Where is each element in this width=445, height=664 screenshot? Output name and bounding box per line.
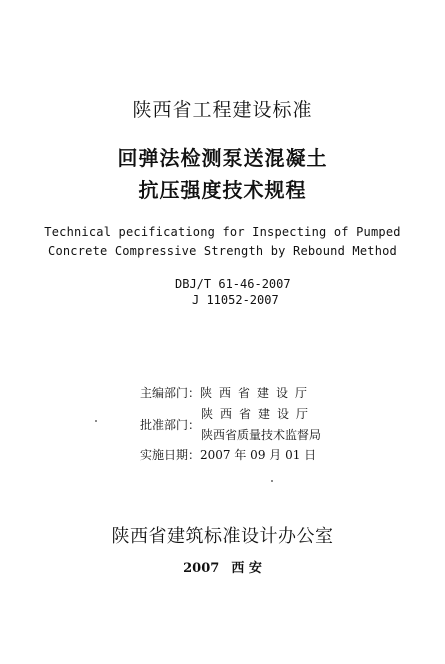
document-title-line-2: 抗压强度技术规程 — [138, 178, 307, 202]
approver-label: 批准部门： — [140, 418, 201, 432]
publication-year: 2007 — [183, 561, 220, 576]
publisher-name: 陕西省建筑标准设计办公室 — [111, 526, 334, 547]
standard-category-header: 陕西省工程建设标准 — [132, 99, 313, 121]
scan-speck — [271, 480, 273, 482]
document-title-line-1: 回弹法检测泵送混凝土 — [117, 146, 328, 170]
standard-code-dbj: DBJ/T 61-46-2007 — [175, 277, 291, 291]
effective-date-row — [140, 446, 316, 463]
english-title-line-1: Technical pecificationg for Inspecting of Pumped — [44, 225, 401, 239]
scan-speck — [95, 420, 97, 422]
english-title-line-2: Concrete Compressive Strength by Rebound Method — [48, 244, 397, 258]
editor-value: 陕西省建设厅 — [200, 386, 315, 400]
standard-code-j: J 11052-2007 — [192, 293, 279, 307]
publication-city: 西 安 — [231, 561, 262, 576]
publication-year-place — [0, 557, 445, 576]
effective-date-value: 2007 年 09 月 01 日 — [200, 448, 317, 462]
effective-date-label: 实施日期： — [140, 448, 201, 462]
editor-row — [140, 384, 314, 401]
editor-label: 主编部门： — [140, 386, 201, 400]
approver-value-1: 陕西省建设厅 — [201, 407, 316, 421]
approver-value-2: 陕西省质量技术监督局 — [201, 428, 322, 442]
